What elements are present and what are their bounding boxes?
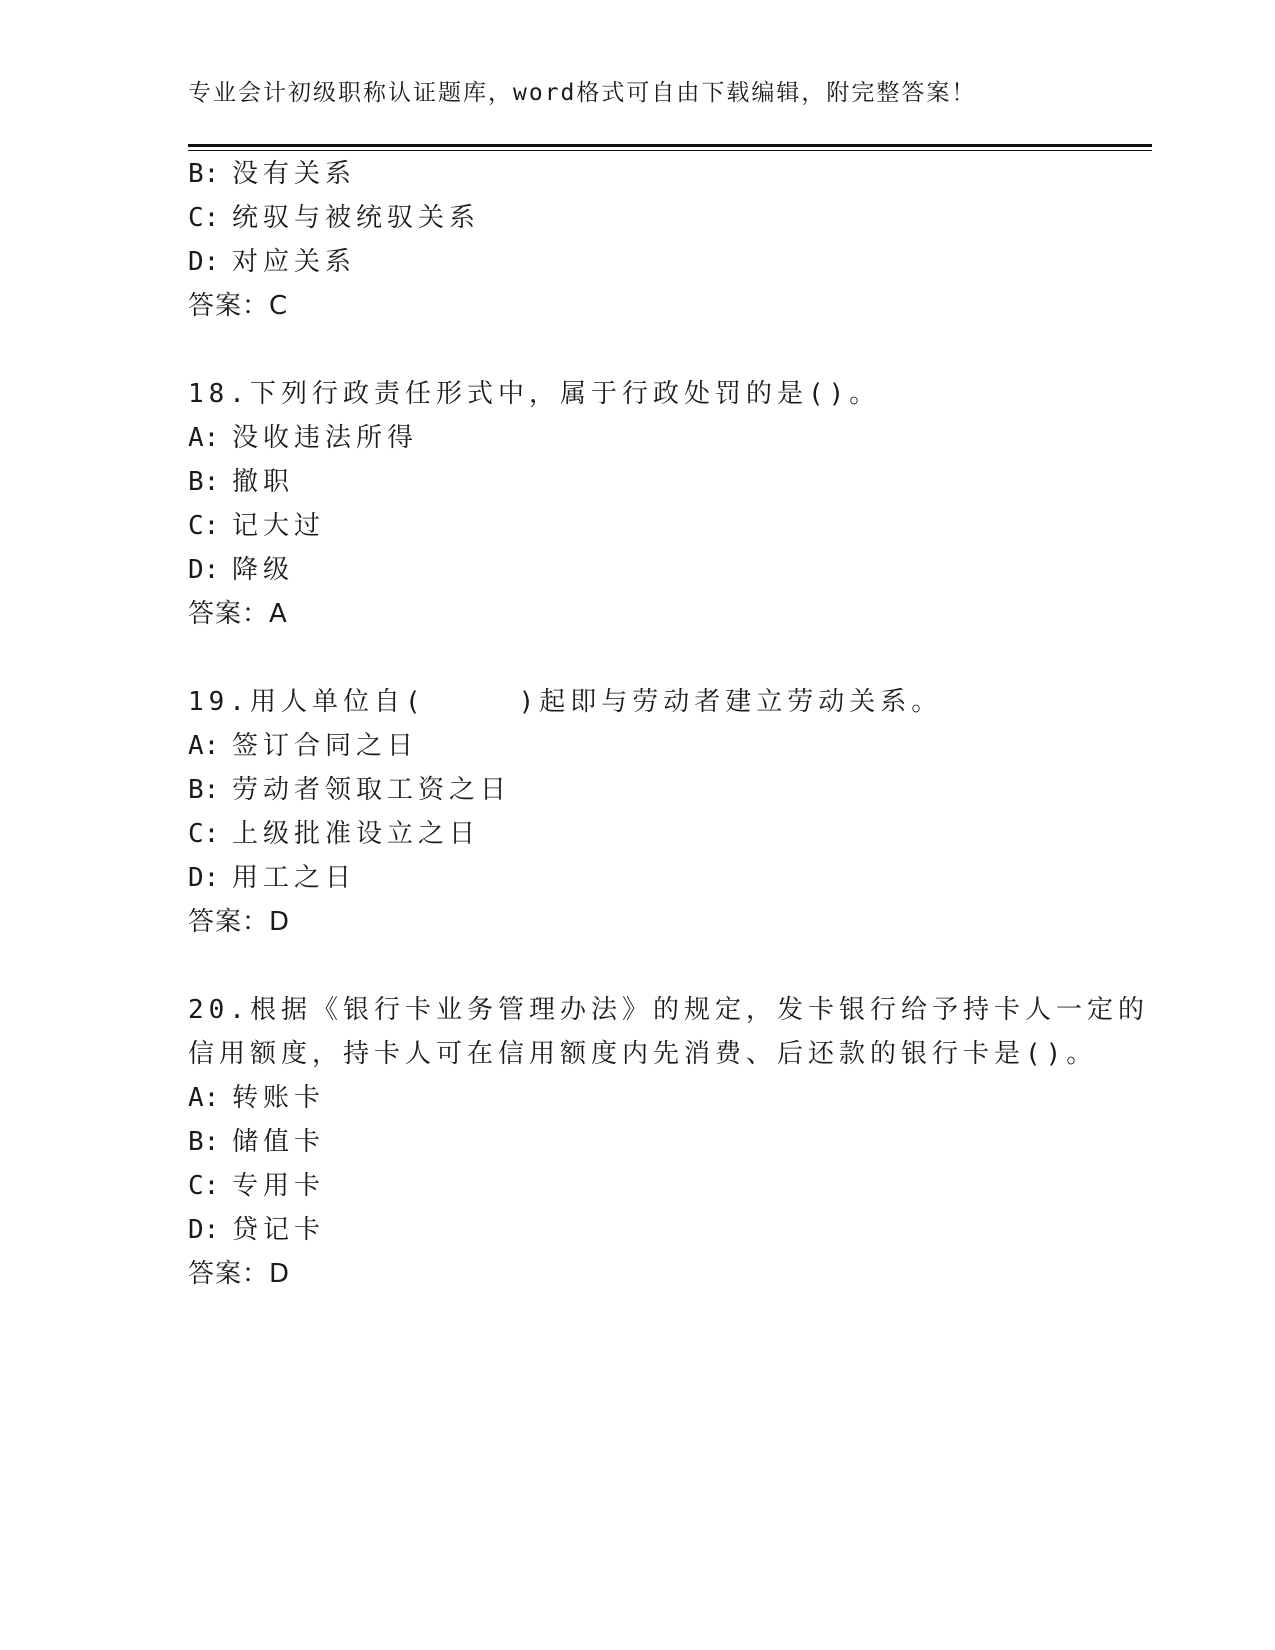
q17-option-b — [188, 158, 356, 190]
option-letter: C: — [188, 1171, 220, 1201]
option-text: 转账卡 — [232, 1083, 326, 1113]
option-letter: D: — [188, 555, 220, 585]
option-letter: A: — [188, 1083, 220, 1113]
q20-option-a — [188, 1082, 325, 1114]
q20-option-c — [188, 1170, 325, 1202]
q18-answer: 答案：A — [188, 599, 288, 629]
q17-option-c — [188, 202, 480, 234]
page-header-text: 专业会计初级职称认证题库，word格式可自由下载编辑，附完整答案！ — [188, 80, 977, 106]
q20-answer: 答案：D — [188, 1259, 291, 1289]
option-text: 用工之日 — [232, 863, 357, 893]
q18-option-c — [188, 510, 325, 542]
option-text: 对应关系 — [232, 247, 357, 277]
option-text: 没收违法所得 — [232, 423, 419, 453]
q17-answer: 答案：C — [188, 291, 289, 321]
option-letter: C: — [188, 203, 220, 233]
option-text: 上级批准设立之日 — [232, 819, 481, 849]
option-letter: D: — [188, 863, 220, 893]
option-letter: C: — [188, 819, 220, 849]
option-text: 劳动者领取工资之日 — [232, 775, 512, 805]
header-rule-thick — [188, 144, 1152, 147]
q18-option-a — [188, 422, 418, 454]
option-letter: D: — [188, 247, 220, 277]
option-letter: A: — [188, 423, 220, 453]
q20-option-d — [188, 1214, 325, 1246]
q19-option-c — [188, 818, 480, 850]
option-text: 签订合同之日 — [232, 731, 419, 761]
option-letter: B: — [188, 775, 220, 805]
option-letter: B: — [188, 159, 220, 189]
option-letter: D: — [188, 1215, 220, 1245]
option-letter: B: — [188, 1127, 220, 1157]
option-text: 记大过 — [232, 511, 326, 541]
option-text: 撤职 — [232, 467, 295, 497]
option-text: 储值卡 — [232, 1127, 326, 1157]
option-letter: B: — [188, 467, 220, 497]
option-text: 贷记卡 — [232, 1215, 326, 1245]
q19-option-b — [188, 774, 511, 806]
option-letter: A: — [188, 731, 220, 761]
option-letter: C: — [188, 511, 220, 541]
q19-stem: 19.用人单位自( )起即与劳动者建立劳动关系。 — [188, 687, 943, 717]
option-text: 统驭与被统驭关系 — [232, 203, 481, 233]
q20-stem-line1: 20.根据《银行卡业务管理办法》的规定，发卡银行给予持卡人一定的 — [188, 995, 1149, 1025]
q18-option-b — [188, 466, 294, 498]
q19-answer: 答案：D — [188, 907, 291, 937]
q18-stem: 18.下列行政责任形式中，属于行政处罚的是()。 — [188, 379, 881, 409]
q17-option-d — [188, 246, 356, 278]
option-text: 降级 — [232, 555, 295, 585]
q19-option-a — [188, 730, 418, 762]
option-text: 专用卡 — [232, 1171, 326, 1201]
q20-option-b — [188, 1126, 325, 1158]
q18-option-d — [188, 554, 294, 586]
q19-option-d — [188, 862, 356, 894]
q20-stem-line2: 信用额度，持卡人可在信用额度内先消费、后还款的银行卡是()。 — [188, 1039, 1098, 1069]
header-rule-thin — [188, 150, 1152, 151]
option-text: 没有关系 — [232, 159, 357, 189]
